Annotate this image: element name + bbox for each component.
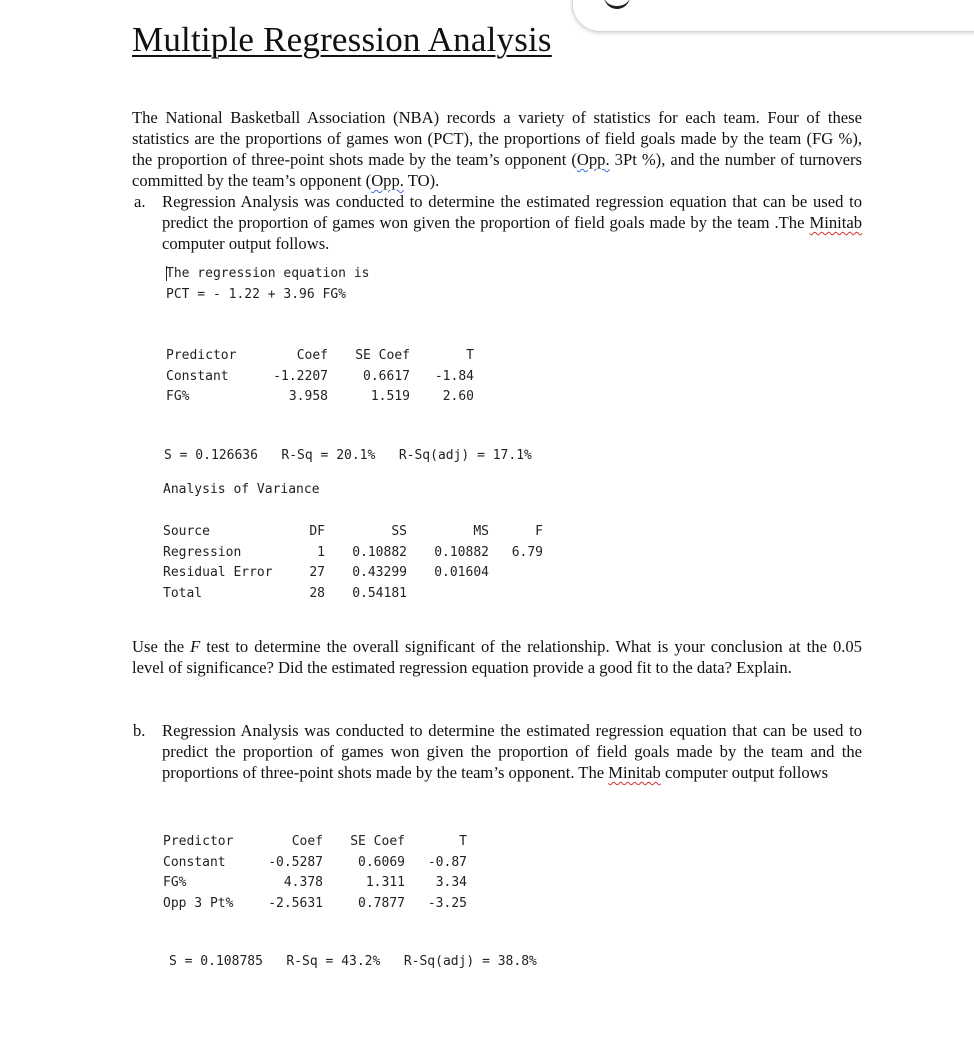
table-cell: FG%: [163, 875, 187, 890]
table-cell: -1.2207: [273, 368, 328, 384]
table-row: [163, 584, 543, 605]
stat-s: S = 0.108785: [169, 954, 263, 969]
table-cell: 0.6617: [363, 368, 410, 384]
anova-table: [163, 522, 543, 604]
column-header: T: [466, 348, 474, 363]
intro-opp-1: Opp.: [576, 150, 610, 169]
part-b-minitab: Minitab: [608, 763, 661, 782]
part-a-paragraph: [162, 191, 862, 254]
question-f: F: [190, 637, 201, 656]
column-header: F: [535, 524, 543, 539]
equation-header: The regression equation is: [166, 266, 370, 281]
column-header: DF: [309, 524, 325, 539]
part-b-label: b.: [133, 721, 146, 740]
regression-equation-block: [166, 264, 370, 305]
intro-opp-2: Opp.: [371, 171, 404, 190]
corner-card: [572, 0, 974, 32]
table-cell: -1.84: [434, 368, 474, 384]
table-cell: 1: [317, 544, 325, 560]
stat-rsq: R-Sq = 43.2%: [286, 954, 381, 969]
table-cell: 2.60: [442, 389, 474, 404]
question-text-2: test to determine the overall significant of the relationship. What is your conclusion at the 0.05 level of significance? Did the estimated regression equation provide a good fit to the data? Explain.: [132, 637, 862, 677]
table-cell: 1.519: [370, 389, 410, 404]
coef-table-a: [166, 346, 474, 408]
stat-s: S = 0.126636: [164, 448, 258, 463]
part-b-text-1: Regression Analysis was conducted to determine the estimated regression equation that can be used to predict the proportion of games won given the proportion of field goals made by the team and the proportions of three-point shots made by the team’s opponent. The: [162, 721, 862, 782]
table-row: [163, 543, 543, 564]
regression-equation: PCT = - 1.22 + 3.96 FG%: [166, 286, 347, 302]
coef-table-b: [163, 832, 467, 914]
stat-rsq-adj: R-Sq(adj) = 17.1%: [398, 448, 532, 463]
table-cell: 0.10882: [434, 544, 489, 560]
column-header: Coef: [291, 834, 323, 849]
table-cell: 0.54181: [352, 585, 407, 601]
table-cell: Regression: [163, 544, 242, 560]
part-a-text-2: computer output follows.: [162, 234, 330, 253]
column-header: T: [459, 834, 467, 849]
part-b-paragraph: [162, 720, 862, 783]
column-header: MS: [473, 524, 489, 539]
table-row: [163, 873, 467, 894]
table-cell: -3.25: [427, 895, 467, 911]
column-header: Coef: [296, 348, 328, 363]
table-header-row: [163, 832, 467, 853]
part-b-text-2: computer output follows: [660, 763, 829, 782]
column-header: Predictor: [166, 348, 237, 363]
column-header: SE Coef: [350, 834, 405, 849]
table-cell: Residual Error: [163, 565, 273, 580]
table-cell: 0.6069: [358, 854, 405, 870]
table-cell: 4.378: [283, 875, 323, 890]
intro-text-1: The National Basketball Association (NBA) records a variety of statistics for each team. Four of these statistics are the proportions of games won (PCT), the proportions of field goals made by the team (FG %), the proportion of three-point shots made by the team’s opponent (: [132, 108, 862, 169]
table-row: [163, 563, 543, 584]
stat-rsq-adj: R-Sq(adj) = 38.8%: [403, 954, 537, 969]
table-cell: 0.43299: [352, 565, 407, 580]
table-cell: 6.79: [511, 544, 543, 560]
table-cell: 27: [309, 565, 325, 580]
stat-rsq: R-Sq = 20.1%: [281, 448, 376, 463]
part-a-text-1: Regression Analysis was conducted to determine the estimated regression equation that can be used to predict the proportion of games won given the proportion of field goals made by the team .The: [162, 192, 862, 232]
table-cell: 1.311: [365, 875, 405, 890]
table-cell: Total: [163, 585, 203, 601]
table-row: [166, 387, 474, 408]
table-cell: 28: [309, 585, 325, 601]
intro-text-3: TO).: [403, 171, 440, 190]
column-header: SS: [391, 524, 407, 539]
table-cell: 3.958: [288, 389, 328, 404]
page-title: Multiple Regression Analysis: [132, 20, 552, 59]
table-header-row: [163, 522, 543, 543]
table-cell: 0.7877: [358, 895, 405, 911]
column-header: Source: [163, 524, 210, 539]
table-cell: FG%: [166, 389, 190, 404]
question-text-1: Use the: [132, 637, 191, 656]
table-cell: 3.34: [435, 875, 467, 890]
table-cell: [407, 584, 489, 605]
table-cell: -0.87: [427, 854, 467, 870]
table-cell: 0.01604: [434, 565, 489, 580]
table-cell: [489, 563, 543, 584]
part-a-question: [132, 636, 862, 678]
table-row: [163, 853, 467, 874]
anova-title: Analysis of Variance: [163, 482, 320, 497]
intro-text-2: 3Pt %), and the number of turnovers committed by the team’s opponent (: [132, 150, 862, 190]
table-cell: Opp 3 Pt%: [163, 895, 234, 911]
model-stats-b: [169, 952, 537, 973]
table-cell: Constant: [163, 854, 226, 870]
model-stats-a: [164, 446, 532, 467]
table-row: [166, 367, 474, 388]
table-header-row: [166, 346, 474, 367]
column-header: Predictor: [163, 834, 234, 849]
table-cell: Constant: [166, 368, 229, 384]
table-cell: 0.10882: [352, 544, 407, 560]
table-cell: -2.5631: [268, 895, 323, 911]
table-cell: -0.5287: [268, 854, 323, 870]
table-cell: [489, 584, 543, 605]
part-a-minitab: Minitab: [809, 213, 862, 232]
table-row: [163, 894, 467, 915]
column-header: SE Coef: [355, 348, 410, 363]
part-a-label: a.: [134, 192, 146, 211]
intro-paragraph: [132, 107, 862, 191]
